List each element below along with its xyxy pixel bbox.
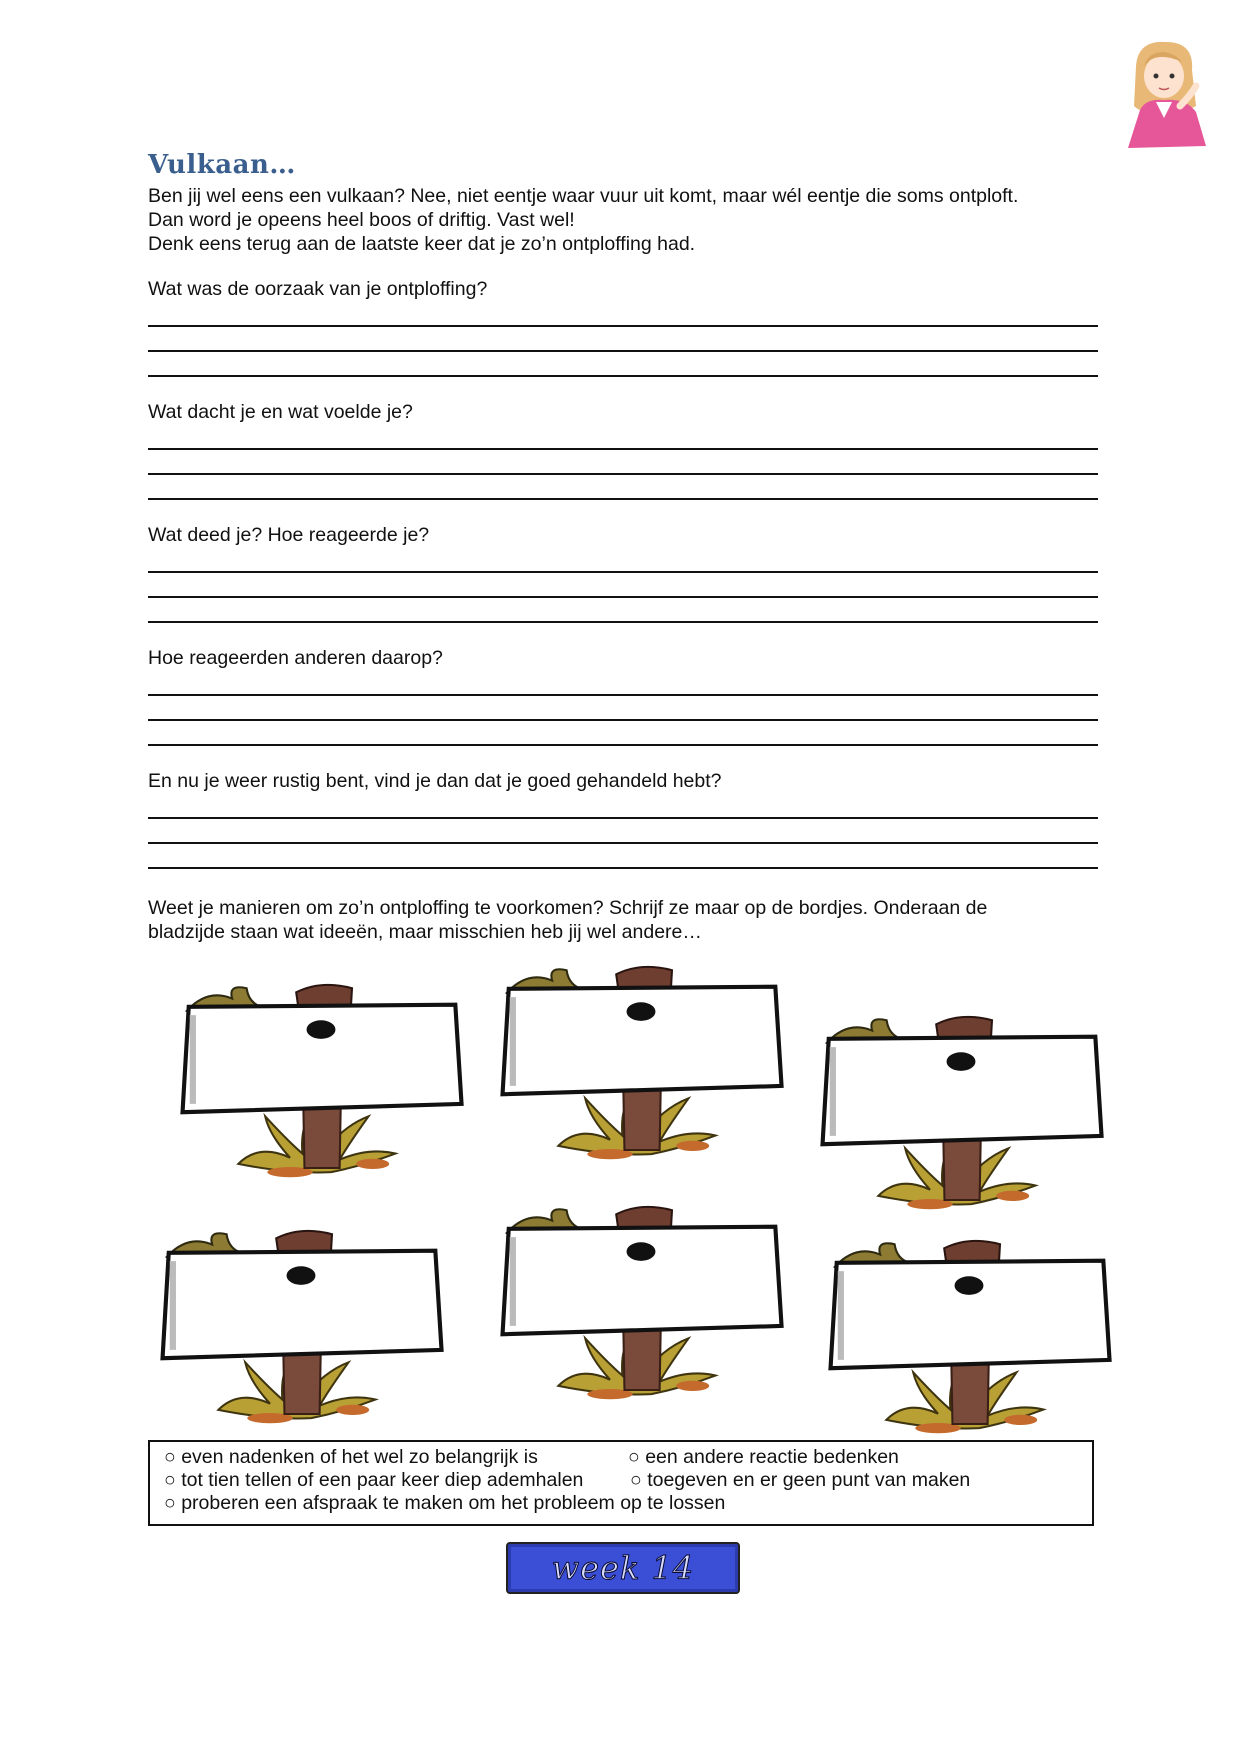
answer-line[interactable] bbox=[148, 817, 1098, 819]
answer-line[interactable] bbox=[148, 448, 1098, 450]
hint-item: ○ even nadenken of het wel zo belangrijk is bbox=[164, 1446, 538, 1468]
answer-line[interactable] bbox=[148, 325, 1098, 327]
signpost-board-3[interactable] bbox=[806, 992, 1116, 1222]
week-label: week 14 bbox=[551, 1549, 695, 1587]
answer-line[interactable] bbox=[148, 596, 1098, 598]
question-others: Hoe reageerden anderen daarop? bbox=[148, 647, 443, 669]
intro-text bbox=[148, 184, 1108, 256]
intro-line: Ben jij wel eens een vulkaan? Nee, niet eentje waar vuur uit komt, maar wél eentje die soms ontploft. bbox=[148, 185, 1019, 207]
answer-line[interactable] bbox=[148, 350, 1098, 352]
signpost-board-5[interactable] bbox=[486, 1182, 796, 1412]
answer-line[interactable] bbox=[148, 621, 1098, 623]
answer-line[interactable] bbox=[148, 842, 1098, 844]
question-thoughts: Wat dacht je en wat voelde je? bbox=[148, 401, 413, 423]
signpost-board-2[interactable] bbox=[486, 942, 796, 1172]
answer-line[interactable] bbox=[148, 694, 1098, 696]
outro-line: Weet je manieren om zo’n ontploffing te voorkomen? Schrijf ze maar op de bordjes. Onderaan de bbox=[148, 897, 988, 919]
signpost-board-6[interactable] bbox=[814, 1216, 1124, 1446]
intro-line: Dan word je opeens heel boos of driftig. Vast wel! bbox=[148, 209, 575, 231]
page-title: Vulkaan… bbox=[148, 150, 296, 180]
signpost-board-4[interactable] bbox=[146, 1206, 456, 1436]
question-reflection: En nu je weer rustig bent, vind je dan dat je goed gehandeld hebt? bbox=[148, 770, 722, 792]
question-reaction: Wat deed je? Hoe reageerde je? bbox=[148, 524, 430, 546]
answer-line[interactable] bbox=[148, 498, 1098, 500]
hint-item: ○ tot tien tellen of een paar keer diep ademhalen bbox=[164, 1469, 584, 1491]
answer-line[interactable] bbox=[148, 375, 1098, 377]
answer-line[interactable] bbox=[148, 473, 1098, 475]
week-badge bbox=[506, 1542, 740, 1594]
signpost-board-1[interactable] bbox=[166, 960, 476, 1190]
answer-line[interactable] bbox=[148, 719, 1098, 721]
hint-item: ○ proberen een afspraak te maken om het probleem op te lossen bbox=[164, 1492, 726, 1514]
hint-item: ○ een andere reactie bedenken bbox=[628, 1446, 899, 1468]
question-cause: Wat was de oorzaak van je ontploffing? bbox=[148, 278, 488, 300]
outro-text bbox=[148, 896, 1108, 944]
girl-avatar-illustration bbox=[1116, 36, 1212, 156]
answer-line[interactable] bbox=[148, 744, 1098, 746]
answer-line[interactable] bbox=[148, 867, 1098, 869]
answer-line[interactable] bbox=[148, 571, 1098, 573]
hints-box bbox=[148, 1440, 1094, 1526]
hint-item: ○ toegeven en er geen punt van maken bbox=[630, 1469, 971, 1491]
outro-line: bladzijde staan wat ideeën, maar misschien heb jij wel andere… bbox=[148, 921, 702, 943]
intro-line: Denk eens terug aan de laatste keer dat je zo’n ontploffing had. bbox=[148, 233, 696, 255]
